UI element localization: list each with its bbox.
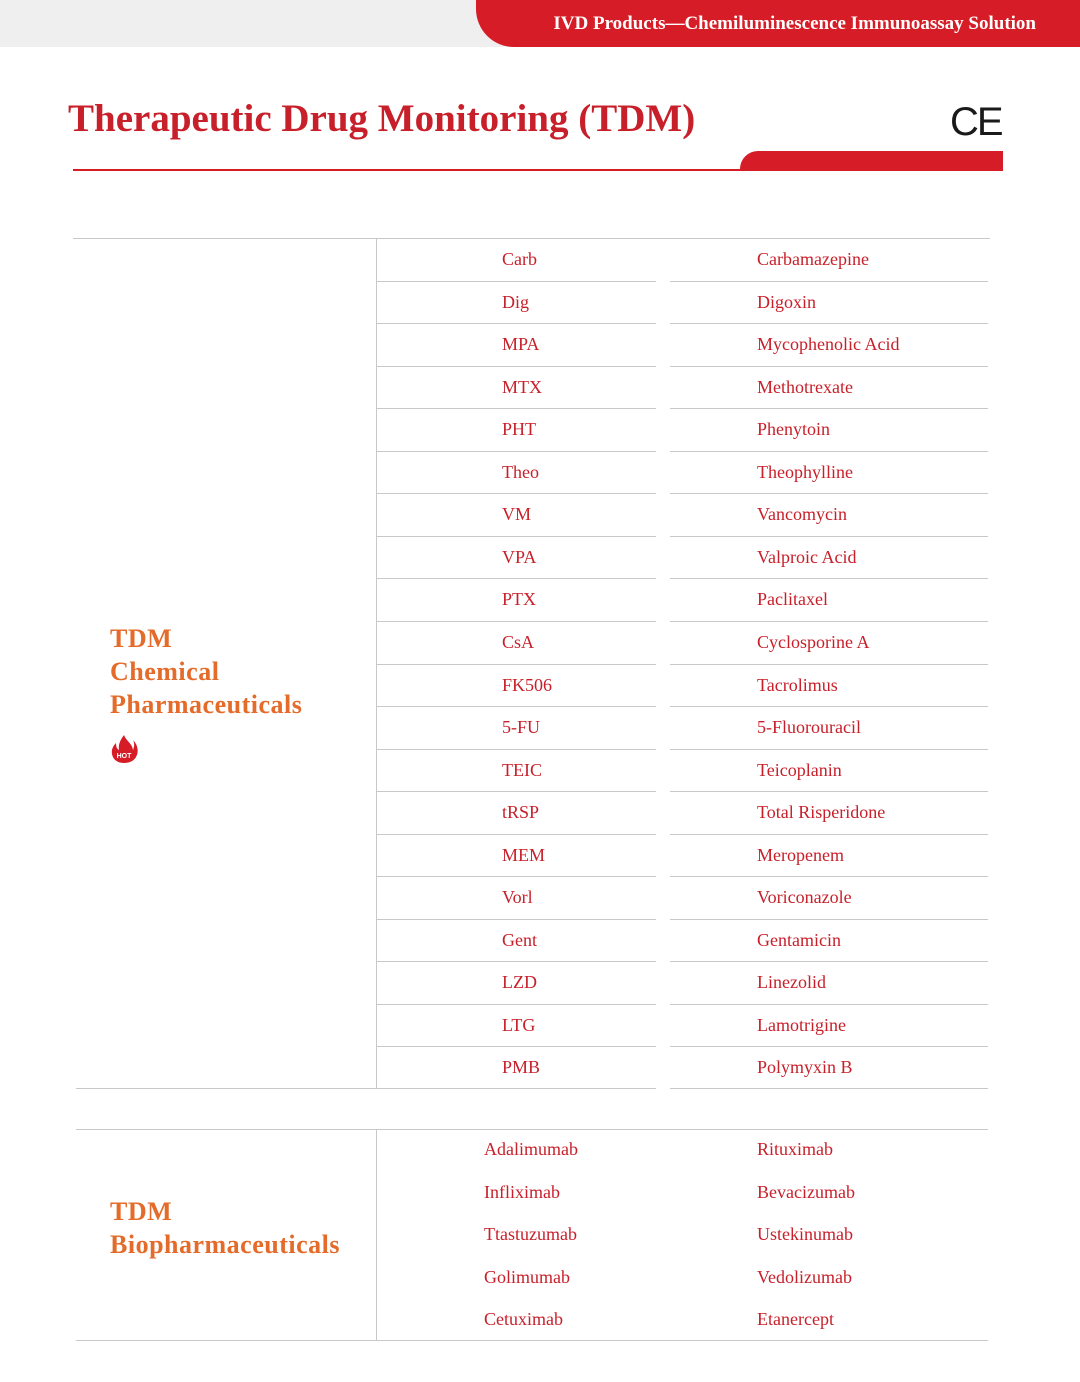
drug-abbreviation: PHT [502,419,537,440]
drug-name: Lamotrigine [757,1014,846,1035]
row-divider [377,578,656,579]
category-title [110,1195,340,1261]
drug-abbreviation: LTG [502,1014,536,1035]
drug-abbreviation: CsA [502,631,535,652]
row-divider [670,578,988,579]
biologic-name: Bevacizumab [757,1181,855,1202]
column-divider [376,1129,377,1341]
drug-abbreviation: tRSP [502,802,540,823]
drug-abbreviation: Dig [502,291,529,312]
row-divider [377,1004,656,1005]
row-divider [670,493,988,494]
drug-abbreviation: Gent [502,929,537,950]
drug-name: Digoxin [757,291,817,312]
row-divider [377,408,656,409]
drug-name: Tacrolimus [757,674,838,695]
drug-abbreviation: MEM [502,844,546,865]
row-divider [670,664,988,665]
drug-name: Polymyxin B [757,1057,853,1078]
hot-flame-icon [108,733,140,765]
row-divider [670,1088,988,1089]
ce-mark-icon: CE [950,100,1002,144]
drug-name: Mycophenolic Acid [757,334,900,355]
biologic-name: Etanercept [757,1309,834,1330]
drug-abbreviation: VM [502,504,532,525]
title-underline [73,169,1003,171]
biologic-name: Cetuximab [484,1309,563,1330]
row-divider [670,1046,988,1047]
page-title: Therapeutic Drug Monitoring (TDM) [68,97,696,140]
row-divider [377,876,656,877]
row-divider [670,281,988,282]
drug-name: Phenytoin [757,419,831,440]
row-divider [670,749,988,750]
drug-abbreviation: VPA [502,546,537,567]
row-divider [377,706,656,707]
biologic-name: Rituximab [757,1139,833,1159]
row-divider [377,664,656,665]
row-divider [377,366,656,367]
drug-abbreviation: MPA [502,334,540,355]
row-divider [670,536,988,537]
row-divider [377,919,656,920]
row-divider [377,536,656,537]
row-divider [670,408,988,409]
banner-tab [476,0,1080,47]
drug-name: Gentamicin [757,929,841,950]
row-divider [377,749,656,750]
drug-abbreviation: LZD [502,972,537,993]
biologic-name: Ustekinumab [757,1224,853,1245]
drug-name: Meropenem [757,844,844,865]
row-divider [670,961,988,962]
drug-name: Total Risperidone [757,802,886,823]
row-divider [377,451,656,452]
row-divider [670,621,988,622]
hot-badge-text: HOT [116,753,132,760]
row-divider [670,451,988,452]
drug-abbreviation: MTX [502,376,542,397]
drug-name: Teicoplanin [757,759,842,780]
category-title-line: TDM [110,1197,173,1226]
drug-name: Methotrexate [757,376,853,397]
section-bottom-line [76,1340,988,1341]
drug-name: Vancomycin [757,504,847,525]
row-divider [377,961,656,962]
section-top-line [76,1129,988,1130]
drug-abbreviation: PTX [502,589,537,610]
drug-name: Paclitaxel [757,589,828,610]
title-accent-tab [740,151,1003,171]
drug-abbreviation: PMB [502,1057,541,1078]
row-divider [670,791,988,792]
row-divider [377,1088,656,1089]
drug-abbreviation: 5-FU [502,717,541,738]
row-divider [670,876,988,877]
biologic-name: Ttastuzumab [484,1224,577,1245]
row-divider [377,834,656,835]
row-divider [377,1046,656,1047]
drug-name: Cyclosporine A [757,631,870,652]
drug-name: Linezolid [757,972,826,993]
category-title-line: TDM [110,624,173,653]
drug-name: Valproic Acid [757,546,857,567]
row-divider [670,366,988,367]
row-divider [670,834,988,835]
drug-name: 5-Fluorouracil [757,717,861,738]
row-divider [670,1004,988,1005]
biologic-name: Adalimumab [484,1139,578,1159]
row-divider [670,323,988,324]
row-divider [377,281,656,282]
banner-text: IVD Products—Chemiluminescence Immunoassay Solution [553,12,1036,34]
drug-abbreviation: Theo [502,461,539,482]
row-divider [377,621,656,622]
row-divider [377,493,656,494]
drug-abbreviation: Vorl [502,887,533,908]
drug-name: Carbamazepine [757,249,869,269]
drug-abbreviation: FK506 [502,674,553,695]
drug-abbreviation: TEIC [502,759,542,780]
drug-abbreviation: Carb [502,249,537,269]
category-title-line: Chemical [110,657,220,686]
section-bottom-line [76,1088,376,1089]
biologic-name: Golimumab [484,1266,570,1287]
category-title-line: Biopharmaceuticals [110,1230,340,1259]
row-divider [670,706,988,707]
biologic-name: Vedolizumab [757,1266,852,1287]
section-top-line [73,238,990,239]
category-title-line: Pharmaceuticals [110,690,303,719]
drug-name: Theophylline [757,461,853,482]
row-divider [377,323,656,324]
category-title [110,622,302,721]
drug-name: Voriconazole [757,887,852,908]
row-divider [377,791,656,792]
biologic-name: Infliximab [484,1181,560,1202]
row-divider [670,919,988,920]
